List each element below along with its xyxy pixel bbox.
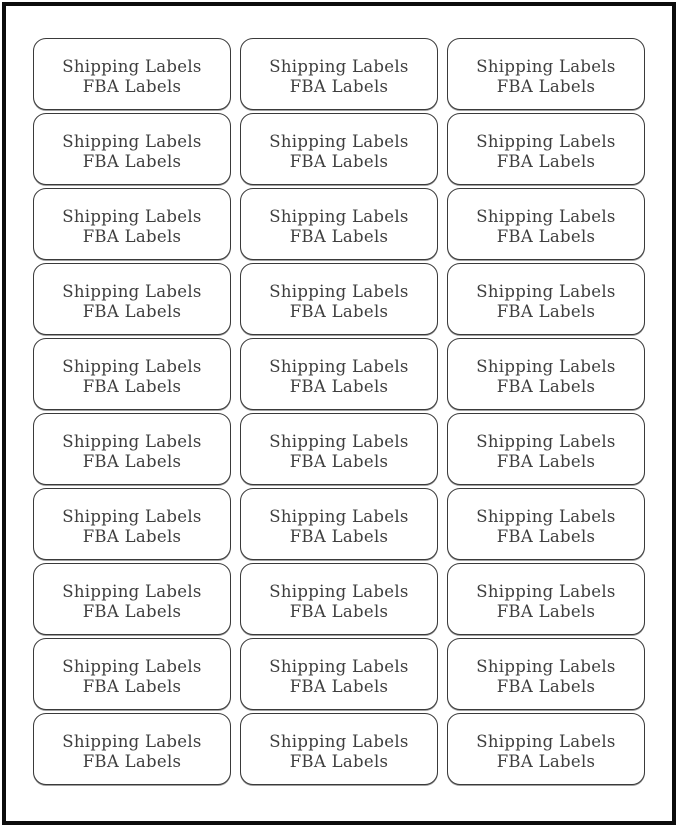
label-grid	[33, 38, 645, 785]
label-line-2: FBA Labels	[496, 151, 596, 171]
label-line-1: Shipping Labels	[269, 131, 409, 151]
label-line-2: FBA Labels	[289, 226, 389, 246]
label-line-1: Shipping Labels	[62, 431, 202, 451]
label-line-2: FBA Labels	[82, 676, 182, 696]
label-line-2: FBA Labels	[496, 526, 596, 546]
label-line-1: Shipping Labels	[269, 281, 409, 301]
label-cell	[33, 488, 231, 560]
label-cell	[447, 188, 645, 260]
label-cell	[240, 713, 438, 785]
label-line-1: Shipping Labels	[269, 56, 409, 76]
label-line-2: FBA Labels	[289, 451, 389, 471]
label-line-2: FBA Labels	[289, 751, 389, 771]
label-cell	[240, 563, 438, 635]
label-line-2: FBA Labels	[496, 751, 596, 771]
label-cell	[447, 638, 645, 710]
label-line-1: Shipping Labels	[62, 131, 202, 151]
label-line-1: Shipping Labels	[476, 131, 616, 151]
label-cell	[33, 638, 231, 710]
label-line-1: Shipping Labels	[476, 431, 616, 451]
label-cell	[33, 188, 231, 260]
label-line-2: FBA Labels	[496, 601, 596, 621]
label-line-1: Shipping Labels	[62, 581, 202, 601]
label-line-2: FBA Labels	[496, 76, 596, 96]
label-line-2: FBA Labels	[496, 376, 596, 396]
label-cell	[447, 113, 645, 185]
label-line-1: Shipping Labels	[269, 431, 409, 451]
label-line-1: Shipping Labels	[62, 56, 202, 76]
label-line-2: FBA Labels	[82, 226, 182, 246]
label-line-2: FBA Labels	[496, 451, 596, 471]
label-line-2: FBA Labels	[82, 76, 182, 96]
label-line-1: Shipping Labels	[476, 731, 616, 751]
label-cell	[240, 263, 438, 335]
label-line-1: Shipping Labels	[476, 581, 616, 601]
label-cell	[447, 263, 645, 335]
label-line-1: Shipping Labels	[476, 656, 616, 676]
label-line-2: FBA Labels	[82, 751, 182, 771]
label-line-1: Shipping Labels	[476, 356, 616, 376]
label-line-1: Shipping Labels	[269, 506, 409, 526]
label-line-2: FBA Labels	[289, 526, 389, 546]
label-line-1: Shipping Labels	[476, 281, 616, 301]
label-line-1: Shipping Labels	[62, 206, 202, 226]
label-line-2: FBA Labels	[82, 451, 182, 471]
label-line-1: Shipping Labels	[62, 356, 202, 376]
label-line-1: Shipping Labels	[476, 206, 616, 226]
label-sheet-page	[2, 2, 676, 825]
label-cell	[447, 338, 645, 410]
label-cell	[33, 113, 231, 185]
label-cell	[447, 563, 645, 635]
label-line-1: Shipping Labels	[269, 206, 409, 226]
label-line-2: FBA Labels	[82, 301, 182, 321]
label-cell	[33, 563, 231, 635]
label-line-1: Shipping Labels	[269, 356, 409, 376]
label-line-1: Shipping Labels	[62, 506, 202, 526]
label-line-2: FBA Labels	[82, 151, 182, 171]
label-line-1: Shipping Labels	[269, 581, 409, 601]
label-line-2: FBA Labels	[289, 376, 389, 396]
label-line-2: FBA Labels	[289, 76, 389, 96]
label-cell	[33, 38, 231, 110]
label-line-2: FBA Labels	[289, 676, 389, 696]
label-cell	[240, 488, 438, 560]
label-line-2: FBA Labels	[289, 601, 389, 621]
label-cell	[33, 338, 231, 410]
label-cell	[33, 263, 231, 335]
label-cell	[33, 713, 231, 785]
label-cell	[240, 638, 438, 710]
label-line-1: Shipping Labels	[476, 506, 616, 526]
label-line-1: Shipping Labels	[269, 656, 409, 676]
label-cell	[447, 413, 645, 485]
label-line-2: FBA Labels	[289, 151, 389, 171]
label-cell	[240, 38, 438, 110]
label-cell	[240, 113, 438, 185]
label-line-2: FBA Labels	[496, 676, 596, 696]
label-line-2: FBA Labels	[496, 226, 596, 246]
label-line-2: FBA Labels	[82, 526, 182, 546]
label-line-2: FBA Labels	[289, 301, 389, 321]
label-cell	[240, 338, 438, 410]
label-cell	[33, 413, 231, 485]
label-cell	[240, 188, 438, 260]
label-line-1: Shipping Labels	[476, 56, 616, 76]
label-line-2: FBA Labels	[82, 376, 182, 396]
label-line-1: Shipping Labels	[62, 656, 202, 676]
label-line-1: Shipping Labels	[62, 281, 202, 301]
label-line-1: Shipping Labels	[269, 731, 409, 751]
label-cell	[240, 413, 438, 485]
label-line-1: Shipping Labels	[62, 731, 202, 751]
label-cell	[447, 488, 645, 560]
label-line-2: FBA Labels	[496, 301, 596, 321]
label-line-2: FBA Labels	[82, 601, 182, 621]
label-cell	[447, 713, 645, 785]
label-cell	[447, 38, 645, 110]
